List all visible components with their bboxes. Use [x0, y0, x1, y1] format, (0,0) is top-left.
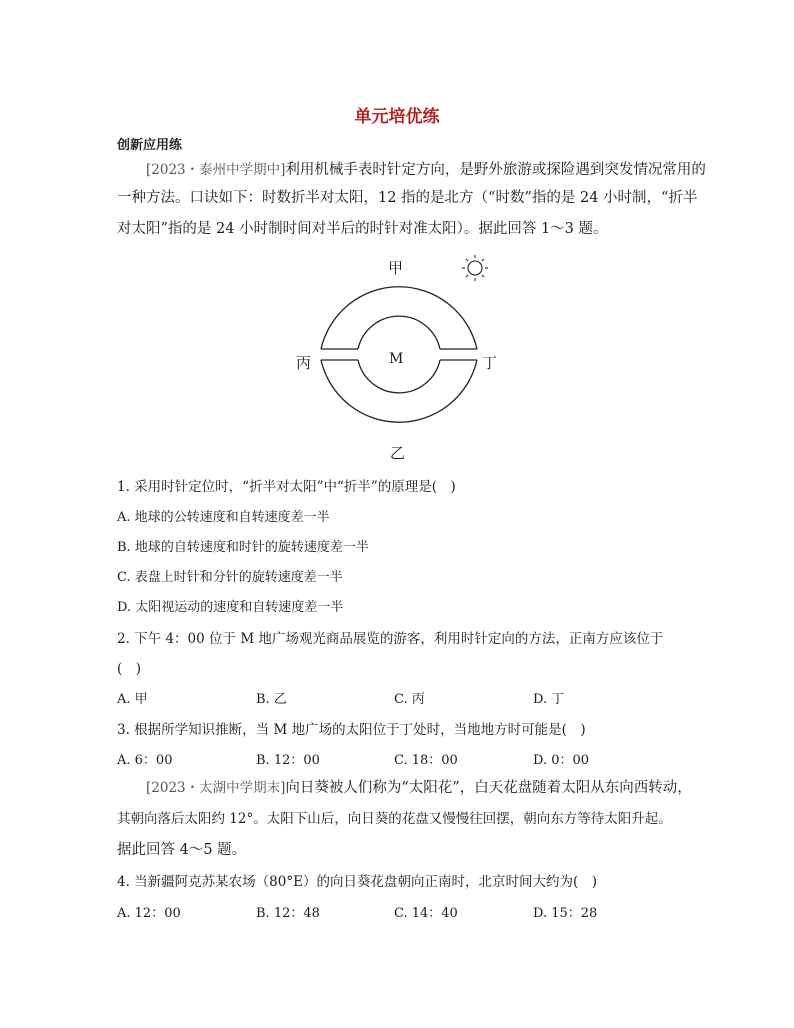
- q2-option-c: C. 丙: [394, 692, 425, 707]
- q4-option-d: D. 15：28: [533, 906, 598, 921]
- intro1-source: [2023・泰州中学期中]: [146, 162, 286, 178]
- watch-diagram: [290, 252, 510, 462]
- outer-arc-top: [321, 287, 477, 349]
- q3-option-a: A. 6：00: [117, 753, 173, 768]
- q3-option-b: B. 12：00: [256, 753, 320, 768]
- q3-stem: 3. 根据所学知识推断，当 M 地广场的太阳位于丁处时，当地地方时可能是( ): [117, 722, 586, 738]
- q4-stem: 4. 当新疆阿克苏某农场（80°E）的向日葵花盘朝向正南时，北京时间大约为( ): [117, 874, 597, 890]
- q2-stem-line2: ( ): [117, 661, 142, 677]
- outer-arc-bottom: [321, 360, 477, 422]
- q1-option-b: B. 地球的自转速度和时针的旋转速度差一半: [117, 540, 369, 555]
- page-title: 单元培优练: [354, 107, 440, 127]
- q1-option-d: D. 太阳视运动的速度和自转速度差一半: [117, 600, 344, 615]
- q3-option-c: C. 18：00: [394, 753, 458, 768]
- q2-stem-line1: 2. 下午 4：00 位于 M 地广场观光商品展览的游客，利用时针定向的方法，正南方应该位于: [117, 631, 664, 647]
- label-yi: 乙: [390, 444, 406, 462]
- label-ding: 丁: [482, 354, 498, 372]
- intro1-line2: 一种方法。口诀如下：时数折半对太阳，12 指的是北方（“时数”指的是 24 小时制，“折半: [117, 190, 698, 206]
- sun-icon: [462, 255, 488, 281]
- q4-option-b: B. 12：48: [256, 906, 320, 921]
- label-bing: 丙: [296, 354, 312, 372]
- q2-option-d: D. 丁: [533, 692, 565, 707]
- intro2-line3: 据此回答 4～5 题。: [117, 842, 247, 858]
- q1-option-c: C. 表盘上时针和分针的旋转速度差一半: [117, 570, 343, 585]
- intro1-line3: 对太阳”指的是 24 小时制时间对半后的时针对准太阳）。据此回答 1～3 题。: [117, 221, 608, 237]
- label-jia: 甲: [388, 259, 404, 277]
- intro1-line1: [146, 160, 706, 180]
- q4-option-c: C. 14：40: [394, 906, 458, 921]
- q2-option-a: A. 甲: [117, 692, 148, 707]
- intro2-source: [2023・太湖中学期末]: [146, 780, 286, 796]
- q1-option-a: A. 地球的公转速度和自转速度差一半: [117, 510, 330, 525]
- intro2-text1: 向日葵被人们称为“太阳花”，白天花盘随着太阳从东向西转动，: [285, 780, 692, 796]
- q1-stem: 1. 采用时针定位时，“折半对太阳”中“折半”的原理是( ): [117, 479, 456, 495]
- intro1-text1: 利用机械手表时针定方向，是野外旅游或探险遇到突发情况常用的: [285, 162, 706, 178]
- q3-option-d: D. 0：00: [533, 753, 590, 768]
- q4-option-a: A. 12：00: [117, 906, 181, 921]
- intro2-line1: [146, 778, 692, 798]
- section-heading: 创新应用练: [117, 138, 183, 153]
- inner-arc-top: [358, 316, 440, 349]
- intro2-line2: 其朝向落后太阳约 12°。太阳下山后，向日葵的花盘又慢慢往回摆，朝向东方等待太阳升起。: [117, 811, 672, 827]
- q2-option-b: B. 乙: [256, 692, 287, 707]
- label-center-m: M: [389, 351, 404, 367]
